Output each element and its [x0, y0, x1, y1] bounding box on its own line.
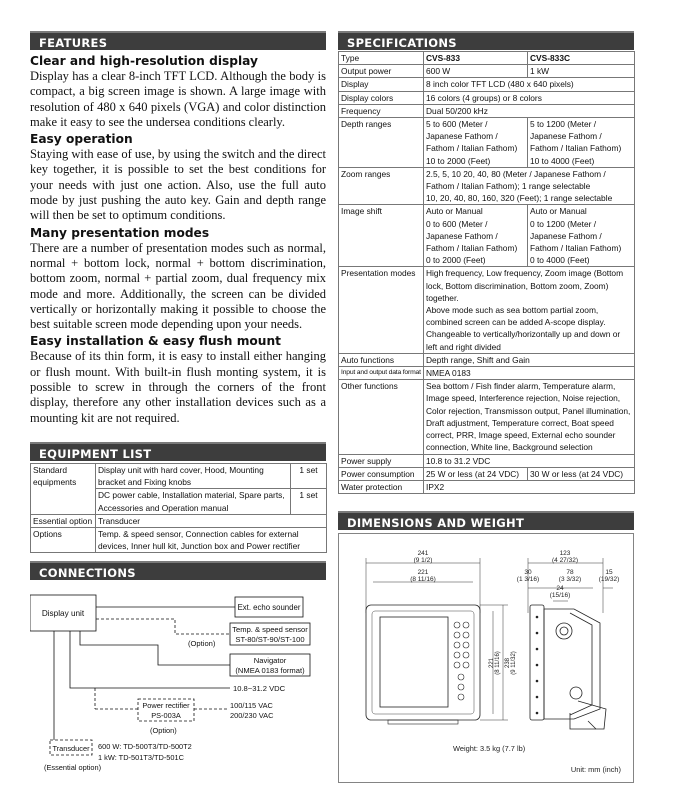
equipment-table: [30, 463, 327, 553]
equipment-heading: EQUIPMENT LIST: [30, 442, 326, 461]
table-row: [339, 467, 635, 480]
table-row: [339, 52, 635, 65]
spec-value: IPX2: [424, 480, 635, 493]
spec-value: 5 to 600 (Meter / Japanese Fathom / Fathom / Italian Fathom) 10 to 2000 (Feet): [424, 118, 528, 168]
spec-value: Sea bottom / Fish finder alarm, Temperature alarm, Image speed, Interference rejection, Noise rejection, Color rejection, Transmisson output, Panel illumination, Draft adjustment, Temperature correct, Boat speed correct, PRR, Image speed, External echo sounder connection, White line, Background selection: [424, 380, 635, 454]
table-row: [31, 464, 327, 489]
table-row: [339, 267, 635, 353]
option-label: (Option): [150, 726, 177, 735]
features-heading: FEATURES: [30, 31, 326, 50]
table-row: [31, 528, 327, 553]
spec-value: 16 colors (4 groups) or 8 colors: [424, 91, 635, 104]
feature-item: [30, 226, 326, 333]
equipment-label: Options: [31, 528, 96, 553]
option-label: (Option): [188, 639, 216, 648]
connection-line: [80, 631, 230, 665]
features-section: [30, 54, 326, 428]
table-row: [339, 205, 635, 267]
equipment-qty: 1 set: [291, 464, 327, 489]
rectifier-model: PS-003A: [151, 711, 181, 720]
rectifier-label: Power rectifier: [142, 701, 190, 710]
unit-foot: [388, 720, 458, 724]
spec-value: Depth range, Shift and Gain: [424, 353, 635, 366]
feature-title: Clear and high-resolution display: [30, 54, 258, 68]
spec-value: 600 W: [424, 65, 528, 78]
display-unit-label: Display unit: [41, 609, 85, 618]
feature-item: [30, 334, 326, 425]
spec-label: Power supply: [339, 454, 424, 467]
spec-value: 10.8 to 31.2 VDC: [424, 454, 635, 467]
spec-value: Dual 50/200 kHz: [424, 104, 635, 117]
table-row: [339, 353, 635, 366]
feature-text: Display has a clear 8-inch TFT LCD. Although the body is compact, a big screen image is shown. A large image with resolution of 480 x 640 pixels (VGA) and color distinction make it easy to see the undersea conditions clearly.: [30, 69, 326, 129]
feature-text: There are a number of presentation modes such as normal, normal + bottom lock, normal + bottom discrimination, bottom zoom, normal + partial zoom, dual frequency mix mode and more. Additionally, the screen can be divided vertically or horizontally making it possible to choose the best suitable screen mode depending upon your needs.: [30, 240, 326, 332]
unit-label: Unit: mm (inch): [570, 765, 621, 774]
spec-label: Water protection: [339, 480, 424, 493]
spec-label: Type: [339, 52, 424, 65]
equipment-desc: Transducer: [96, 514, 327, 527]
equipment-qty: 1 set: [291, 489, 327, 514]
equipment-desc: Temp. & speed sensor, Connection cables for external devices, Inner hull kit, Junction box and Power rectifier: [96, 528, 327, 553]
spec-label: Input and output data format: [339, 367, 424, 380]
model-cvs-833: CVS-833: [424, 52, 528, 65]
dim-h221: 221: [489, 657, 495, 669]
connections-diagram: [30, 585, 326, 780]
dim-15-inch: (19/32): [598, 576, 620, 583]
spec-label: Presentation modes: [339, 267, 424, 353]
spec-value: 8 inch color TFT LCD (480 x 640 pixels): [424, 78, 635, 91]
temp-sensor-model: ST-80/ST-90/ST-100: [235, 635, 305, 644]
dim-24-inch: (15/16): [549, 592, 571, 599]
spec-value: 2.5, 5, 10 20, 40, 80 (Meter / Japanese Fathom / Fathom / Italian Fathom); 1 range selectable 10, 20, 40, 80, 160, 320 (Feet); 1 range selectable: [424, 167, 635, 205]
specifications-table: [338, 51, 635, 494]
dim-78-inch: (3 3/32): [558, 576, 582, 583]
dim-241: 241: [417, 550, 429, 557]
feature-title: Easy operation: [30, 132, 133, 147]
equipment-label: Standard equipments: [31, 464, 96, 515]
spec-value: 25 W or less (at 24 VDC): [424, 467, 528, 480]
spec-value: 30 W or less (at 24 VDC): [528, 467, 635, 480]
unit-screen: [380, 617, 448, 707]
dim-241-inch: (9 1/2): [413, 557, 433, 564]
dim-30: 30: [524, 569, 532, 576]
spec-label: Display colors: [339, 91, 424, 104]
spec-value: NMEA 0183: [424, 367, 635, 380]
spec-value: 5 to 1200 (Meter / Japanese Fathom / Fathom / Italian Fathom) 10 to 4000 (Feet): [528, 118, 635, 168]
dim-h238: 238: [505, 657, 511, 669]
dim-123-inch: (4 27/32): [551, 557, 579, 564]
temp-sensor-label: Temp. & speed sensor: [232, 625, 308, 634]
table-row: [339, 380, 635, 454]
dim-h221-inch: (8 11/16): [495, 651, 501, 675]
feature-text: Staying with ease of use, by using the switch and the direct key together, it is possible to set the best conditions for your needs with just one action. Also, use the full auto mode by just pushing the auto key. Gain and depth range will then be set to optimum conditions.: [30, 147, 326, 223]
essential-option-label: (Essential option): [44, 763, 102, 772]
dim-221: 221: [417, 569, 429, 576]
ac-power-label: 200/230 VAC: [230, 711, 274, 720]
weight-label: Weight: 3.5 kg (7.7 lb): [453, 744, 526, 753]
connection-line: [96, 619, 230, 634]
unit-side-dots: [536, 616, 539, 715]
transducer-label: Transducer: [52, 744, 90, 753]
dim-123: 123: [559, 550, 571, 557]
spec-value: Auto or Manual 0 to 600 (Meter / Japanese Fathom / Fathom / Italian Fathom) 0 to 2000 (Feet): [424, 205, 528, 267]
ac-power-label: 100/115 VAC: [230, 701, 273, 710]
specifications-heading: SPECIFICATIONS: [338, 31, 634, 50]
dim-h238-inch: (9 11/32): [511, 651, 517, 675]
spec-label: Display: [339, 78, 424, 91]
dc-power-label: 10.8~31.2 VDC: [233, 684, 286, 693]
table-row: [339, 167, 635, 205]
table-row: [339, 104, 635, 117]
feature-title: Many presentation modes: [30, 225, 210, 240]
spec-label: Depth ranges: [339, 118, 424, 168]
dimensions-heading: DIMENSIONS AND WEIGHT: [338, 511, 634, 530]
equipment-desc: Display unit with hard cover, Hood, Mounting bracket and Fixing knobs: [96, 464, 291, 489]
spec-label: Auto functions: [339, 353, 424, 366]
spec-label: Output power: [339, 65, 424, 78]
feature-title: Easy installation & easy flush mount: [30, 334, 281, 349]
navigator-label: Navigator: [253, 656, 287, 665]
dim-78: 78: [566, 569, 574, 576]
spec-label: Other functions: [339, 380, 424, 454]
spec-label: Image shift: [339, 205, 424, 267]
ext-sounder-label: Ext. echo sounder: [237, 603, 301, 612]
dim-221-inch: (8 11/16): [410, 576, 436, 583]
table-row: [339, 91, 635, 104]
table-row: [339, 454, 635, 467]
feature-item: [30, 54, 326, 130]
dim-15: 15: [605, 569, 613, 576]
dimensions-drawing: [338, 533, 634, 783]
feature-text: Because of its thin form, it is easy to install either hanging or flush mount. With built-in flush monting system, it is possible to screw in through the corners of the front display, therefore any other installation devices such as a mounting kit are not required.: [30, 349, 326, 425]
model-cvs-833c: CVS-833C: [528, 52, 635, 65]
dim-30-inch: (1 3/16): [516, 576, 540, 583]
spec-value: Auto or Manual 0 to 1200 (Meter / Japanese Fathom / Fathom / Italian Fathom) 0 to 4000 (Feet): [528, 205, 635, 267]
spec-label: Power consumption: [339, 467, 424, 480]
table-row: [339, 78, 635, 91]
table-row: [339, 118, 635, 168]
dim-24: 24: [556, 585, 564, 592]
spec-label: Frequency: [339, 104, 424, 117]
table-row: [31, 514, 327, 527]
spec-value: 1 kW: [528, 65, 635, 78]
spec-value: High frequency, Low frequency, Zoom image (Bottom lock, Bottom discrimination, Bottom zoom, Zoom) together. Above mode such as sea bottom partial zoom, combined screen can be added A-scope display. Changeable to vertically/horizontally up and down or left and right divided: [424, 267, 635, 353]
navigator-format: (NMEA 0183 format): [235, 666, 305, 675]
connections-heading: CONNECTIONS: [30, 561, 326, 580]
transducer-600w: 600 W: TD-500T3/TD-500T2: [98, 742, 192, 751]
table-row: [339, 480, 635, 493]
transducer-1kw: 1 kW: TD-501T3/TD-501C: [98, 753, 184, 762]
spec-label: Zoom ranges: [339, 167, 424, 205]
feature-item: [30, 132, 326, 223]
table-row: [339, 367, 635, 380]
table-row: [339, 65, 635, 78]
unit-side-view: [530, 605, 606, 729]
equipment-label: Essential option: [31, 514, 96, 527]
equipment-desc: DC power cable, Installation material, Spare parts, Accessories and Operation manual: [96, 489, 291, 514]
